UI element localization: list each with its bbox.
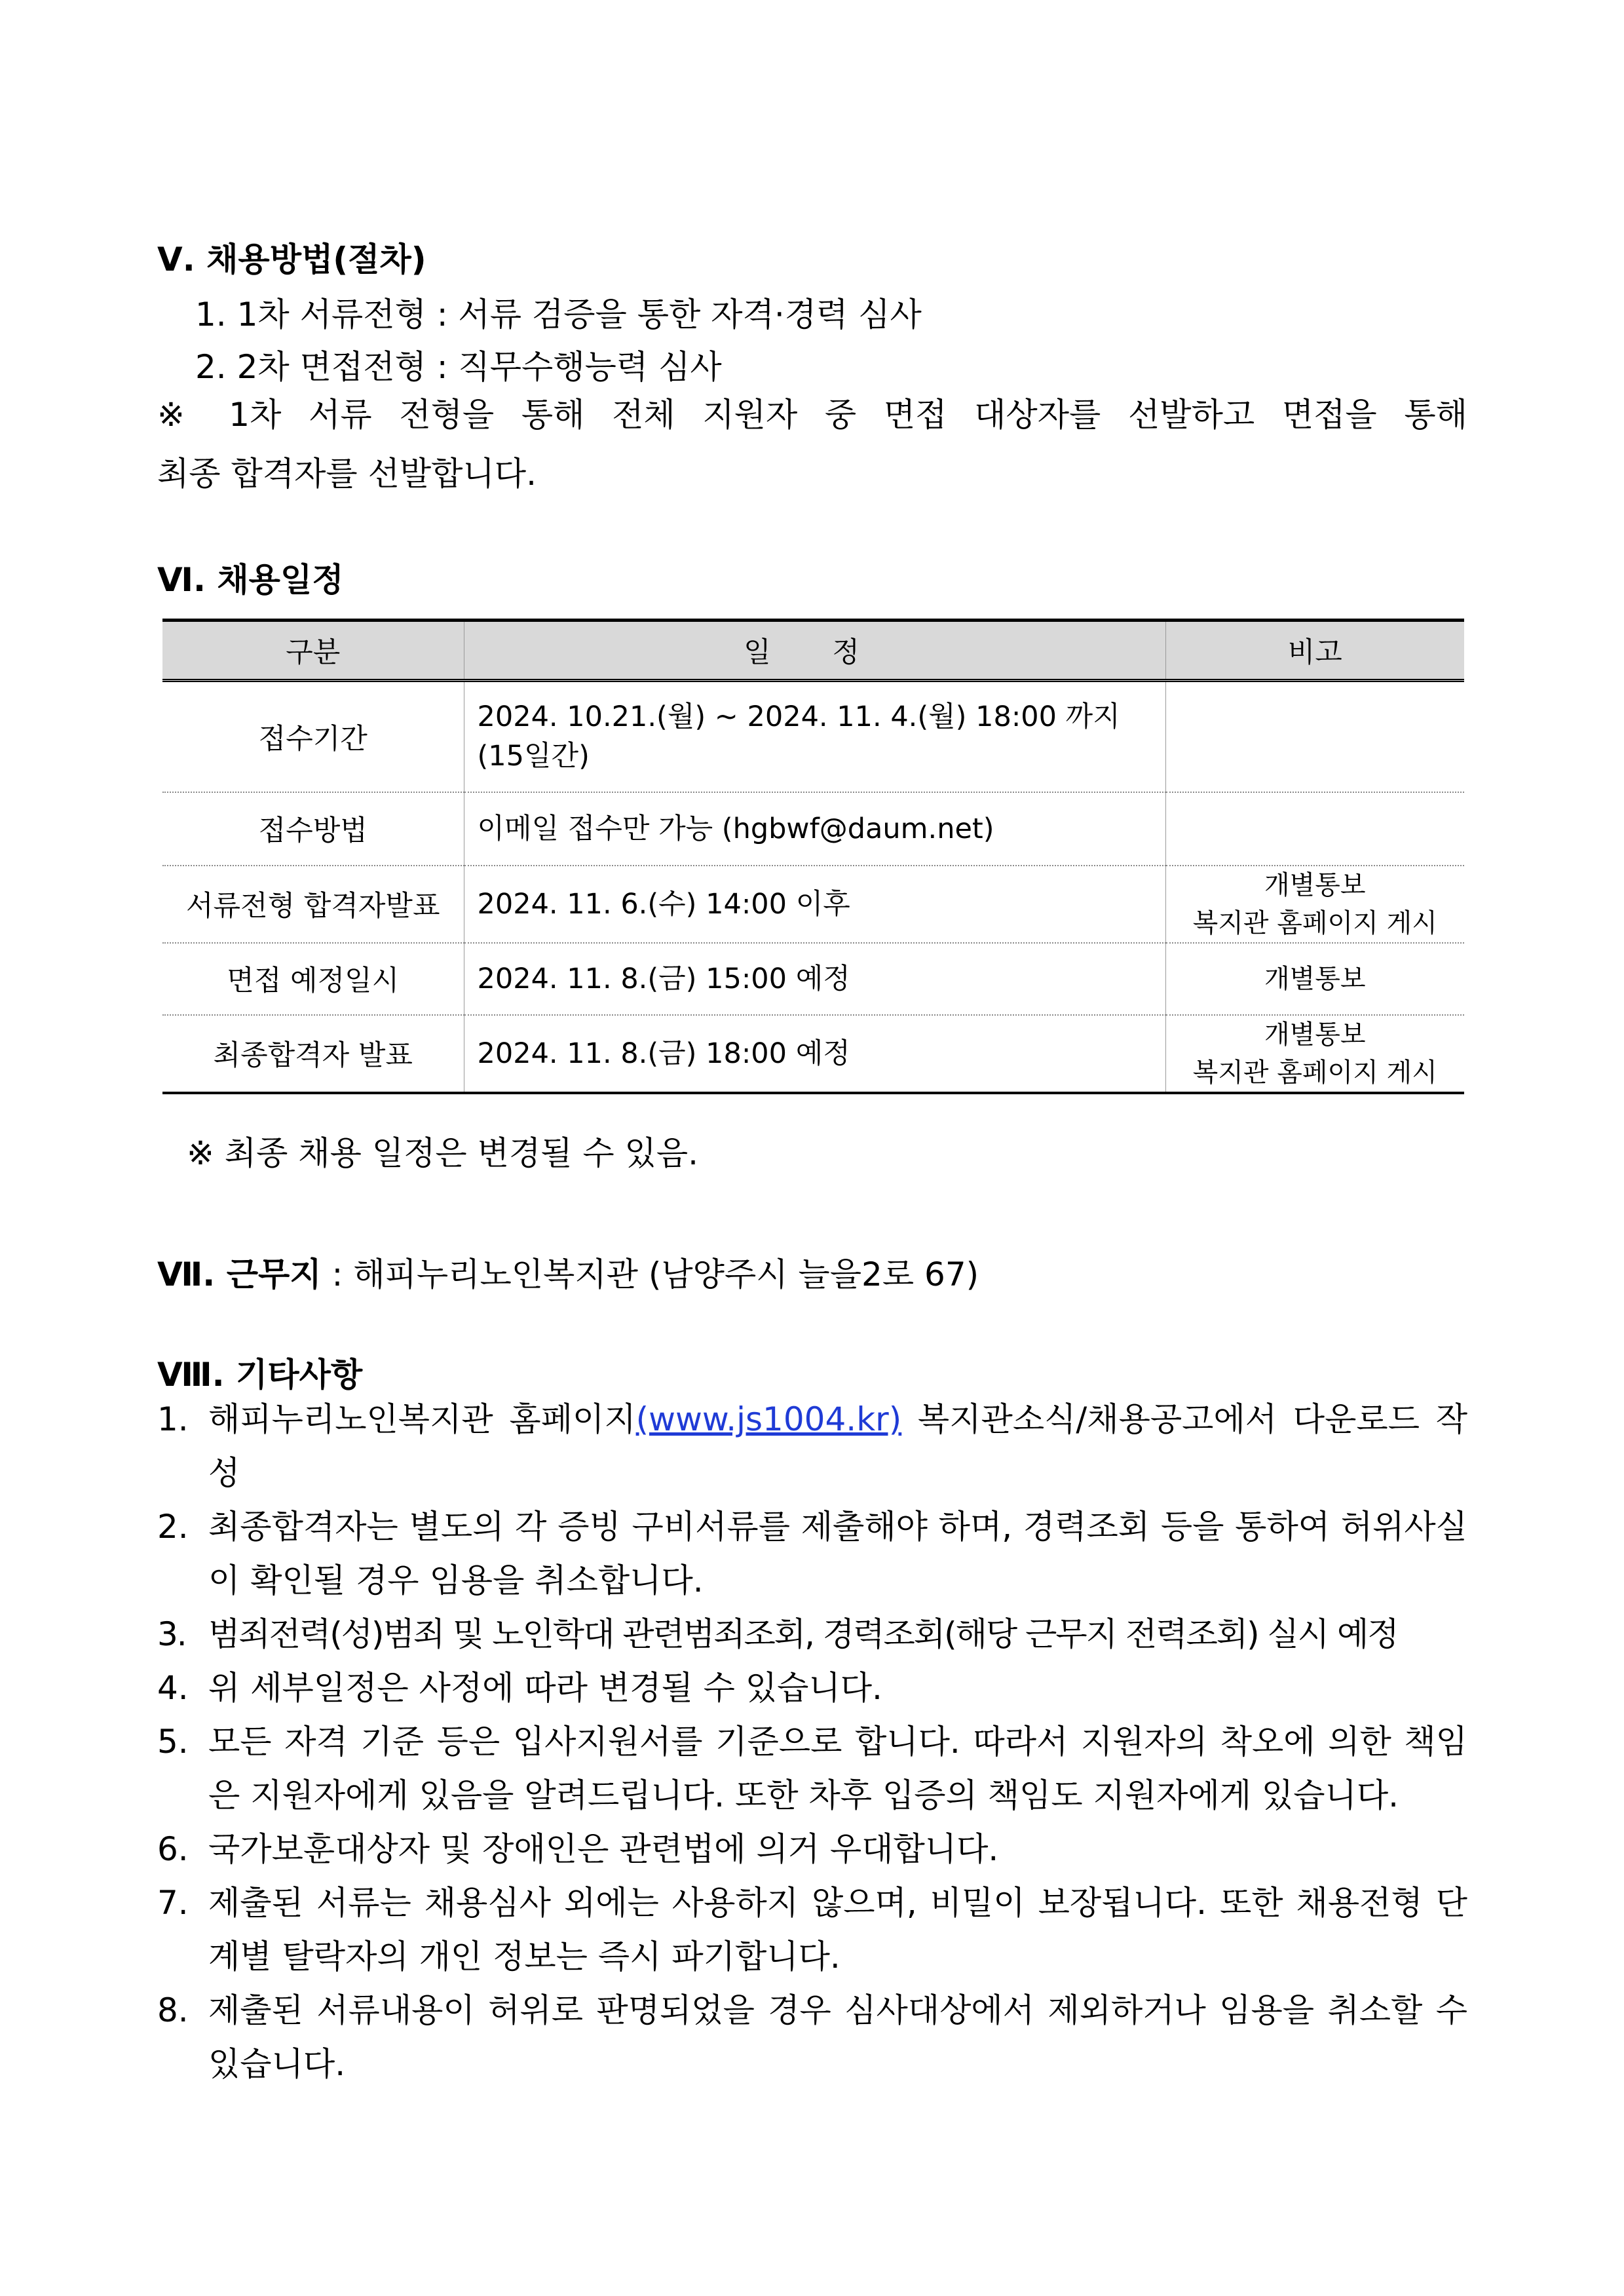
row-note-line1: 개별통보	[1264, 963, 1366, 994]
section6-title: Ⅵ. 채용일정	[157, 561, 344, 599]
header-schedule: 일 정	[464, 621, 1165, 681]
item-number: 5.	[157, 1723, 189, 1761]
section5-title: Ⅴ. 채용방법(절차)	[157, 240, 426, 278]
section5-item-2: 2. 2차 면접전형 : 직무수행능력 심사	[195, 348, 722, 386]
row-date: 2024. 11. 8.(금) 15:00 예정	[464, 943, 1165, 1015]
item-number: 4.	[157, 1669, 189, 1707]
table-row	[162, 681, 1464, 792]
item-text: 국가보훈대상자 및 장애인은 관련법에 의거 우대합니다.	[208, 1830, 999, 1868]
row-date: 2024. 11. 8.(금) 18:00 예정	[464, 1015, 1165, 1093]
header-category: 구분	[162, 621, 464, 681]
item1-text: 해피누리노인복지관 홈페이지	[208, 1400, 636, 1438]
row-note	[1165, 792, 1464, 866]
row-date: 2024. 10.21.(월) ~ 2024. 11. 4.(월) 18:00 까지 (15일간)	[464, 681, 1165, 792]
row-label: 면접 예정일시	[162, 943, 464, 1015]
row-note	[1165, 681, 1464, 792]
row-date: 이메일 접수만 가능 (hgbwf@daum.net)	[464, 792, 1165, 866]
row-label: 접수기간	[162, 681, 464, 792]
item-text: 최종합격자는 별도의 각 증빙 구비서류를 제출해야 하며, 경력조회 등을 통하여 허위사실이 확인될 경우 임용을 취소합니다.	[208, 1508, 1467, 1599]
row-label: 서류전형 합격자발표	[162, 866, 464, 943]
section5-item-1: 1. 1차 서류전형 : 서류 검증을 통한 자격·경력 심사	[195, 296, 922, 334]
section7-line	[157, 1248, 979, 1295]
item-text: 위 세부일정은 사정에 따라 변경될 수 있습니다.	[208, 1669, 882, 1707]
row-note-line1: 개별통보	[1264, 1019, 1366, 1050]
item-number: 7.	[157, 1884, 189, 1922]
list-item	[157, 1822, 1467, 1876]
item-number: 6.	[157, 1830, 189, 1868]
section7-title: Ⅶ. 근무지	[157, 1255, 322, 1293]
item-number: 2.	[157, 1508, 189, 1546]
table-row	[162, 866, 1464, 943]
list-item	[157, 1983, 1467, 2091]
section8-title: Ⅷ. 기타사항	[157, 1356, 363, 1394]
item-number: 8.	[157, 1991, 189, 2029]
list-item	[157, 1500, 1467, 1607]
row-label: 최종합격자 발표	[162, 1015, 464, 1093]
section7-value: : 해피누리노인복지관 (남양주시 늘을2로 67)	[331, 1255, 979, 1293]
item-text: 제출된 서류내용이 허위로 판명되었을 경우 심사대상에서 제외하거나 임용을 취소할 수 있습니다.	[208, 1991, 1467, 2083]
section6-footnote: ※ 최종 채용 일정은 변경될 수 있음.	[187, 1134, 699, 1172]
list-item	[157, 1661, 1467, 1715]
section5-note-line1: ※ 1차 서류 전형을 통해 전체 지원자 중 면접 대상자를 선발하고 면접을 통해	[157, 396, 1467, 434]
schedule-table	[162, 619, 1464, 1094]
schedule-header-row	[162, 621, 1464, 681]
item-number: 1.	[157, 1400, 189, 1438]
row-date: 2024. 11. 6.(수) 14:00 이후	[464, 866, 1165, 943]
row-note	[1165, 943, 1464, 1015]
item-text: 모든 자격 기준 등은 입사지원서를 기준으로 합니다. 따라서 지원자의 착오에 의한 책임은 지원자에게 있음을 알려드립니다. 또한 차후 입증의 책임도 지원자에게 있습니다.	[208, 1723, 1467, 1814]
item1-text-rest: 복지관소식/채용공고에서 다운로드 작성	[208, 1400, 1468, 1492]
list-item	[157, 1392, 1467, 1500]
list-item	[157, 1876, 1467, 1983]
row-note-line1: 개별통보	[1264, 870, 1366, 900]
row-label: 접수방법	[162, 792, 464, 866]
misc-list	[157, 1392, 1467, 2091]
row-note	[1165, 866, 1464, 943]
table-row	[162, 792, 1464, 866]
section5-note-line2: 최종 합격자를 선발합니다.	[157, 455, 537, 493]
row-note-line2: 복지관 홈페이지 게시	[1192, 908, 1437, 938]
header-remark: 비고	[1165, 621, 1464, 681]
list-item	[157, 1607, 1467, 1661]
list-item	[157, 1715, 1467, 1822]
table-row	[162, 943, 1464, 1015]
homepage-link[interactable]: (www.js1004.kr)	[635, 1400, 902, 1438]
item-text: 범죄전력(성)범죄 및 노인학대 관련범죄조회, 경력조회(해당 근무지 전력조회) 실시 예정	[208, 1615, 1398, 1653]
row-note-line2: 복지관 홈페이지 게시	[1192, 1057, 1437, 1088]
item-text: 제출된 서류는 채용심사 외에는 사용하지 않으며, 비밀이 보장됩니다. 또한 채용전형 단계별 탈락자의 개인 정보는 즉시 파기합니다.	[208, 1884, 1467, 1976]
row-note	[1165, 1015, 1464, 1093]
item-number: 3.	[157, 1615, 186, 1653]
table-row	[162, 1015, 1464, 1093]
